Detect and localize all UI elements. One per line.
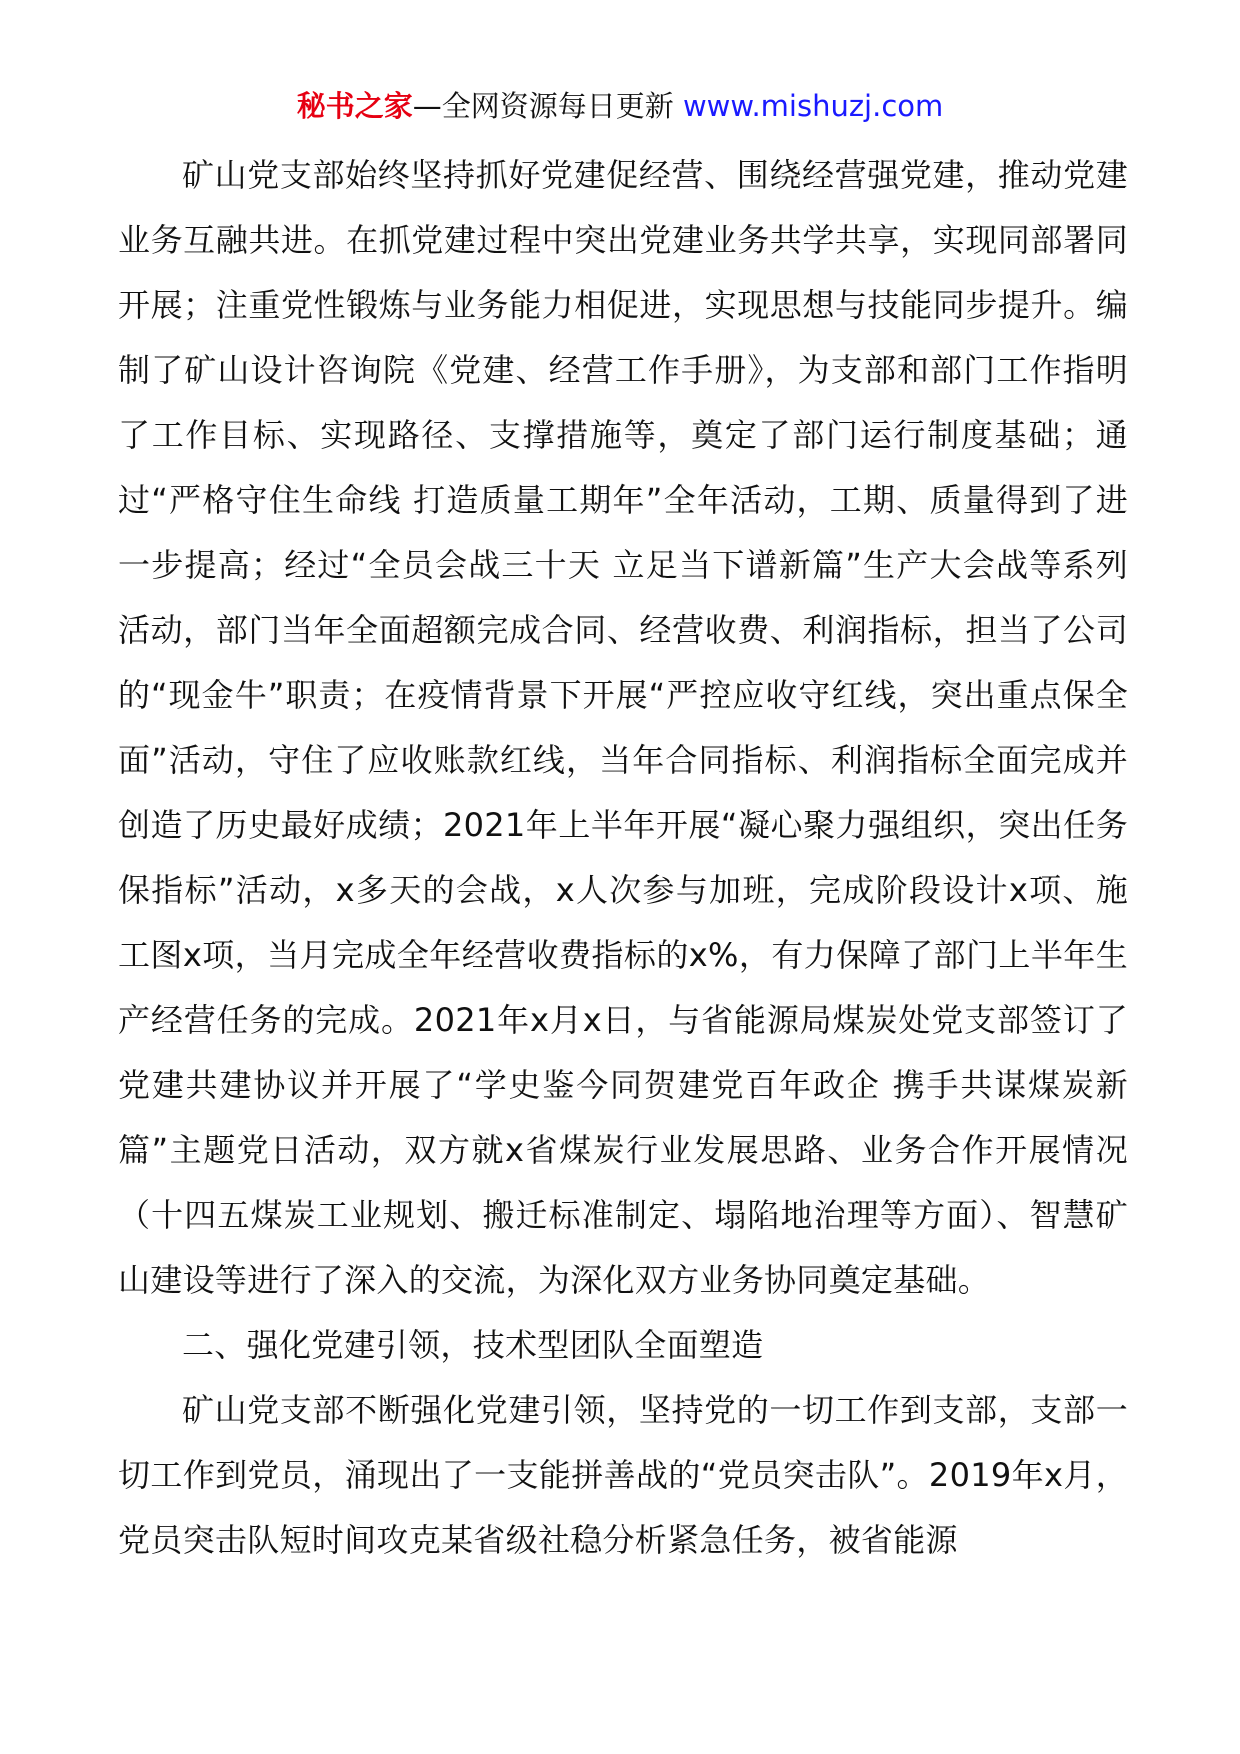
brand-name: 秘书之家 xyxy=(296,89,413,123)
paragraph-1: 矿山党支部始终坚持抓好党建促经营、围绕经营强党建，推动党建业务互融共进。在抓党建过程中突出党建业务共学共享，实现同部署同开展；注重党性锻炼与业务能力相促进，实现思想与技能同步提升。编制了矿山设计咨询院《党建、经营工作手册》，为支部和部门工作指明了工作目标、实现路径、支撑措施等，奠定了部门运行制度基础；通过“严格守住生命线 打造质量工期年”全年活动，工期、质量得到了进一步提高；经过“全员会战三十天 立足当下谱新篇”生产大会战等系列活动，部门当年全面超额完成合同、经营收费、利润指标，担当了公司的“现金牛”职责；在疫情背景下开展“严控应收守红线，突出重点保全面”活动，守住了应收账款红线，当年合同指标、利润指标全面完成并创造了历史最好成绩；2021年上半年开展“凝心聚力强组织，突出任务保指标”活动，x多天的会战，x人次参与加班，完成阶段设计x项、施工图x项，当月完成全年经营收费指标的x%，有力保障了部门上半年生产经营任务的完成。2021年x月x日，与省能源局煤炭处党支部签订了党建共建协议并开展了“学史鉴今同贺建党百年政企 携手共谋煤炭新篇”主题党日活动，双方就x省煤炭行业发展思路、业务合作开展情况（十四五煤炭工业规划、搬迁标准制定、塌陷地治理等方面）、智慧矿山建设等进行了深入的交流，为深化双方业务协同奠定基础。 xyxy=(118,156,1128,1299)
document-body xyxy=(118,143,1128,1573)
page-header xyxy=(0,86,1240,126)
website-url[interactable]: www.mishuzj.com xyxy=(682,89,944,123)
paragraph-2: 矿山党支部不断强化党建引领，坚持党的一切工作到支部，支部一切工作到党员，涌现出了一支能拼善战的“党员突击队”。2019年x月，党员突击队短时间攻克某省级社稳分析紧急任务，被省能源 xyxy=(118,1391,1128,1559)
header-tagline: —全网资源每日更新 xyxy=(412,89,683,123)
section-heading-2: 二、强化党建引领，技术型团队全面塑造 xyxy=(182,1326,764,1364)
